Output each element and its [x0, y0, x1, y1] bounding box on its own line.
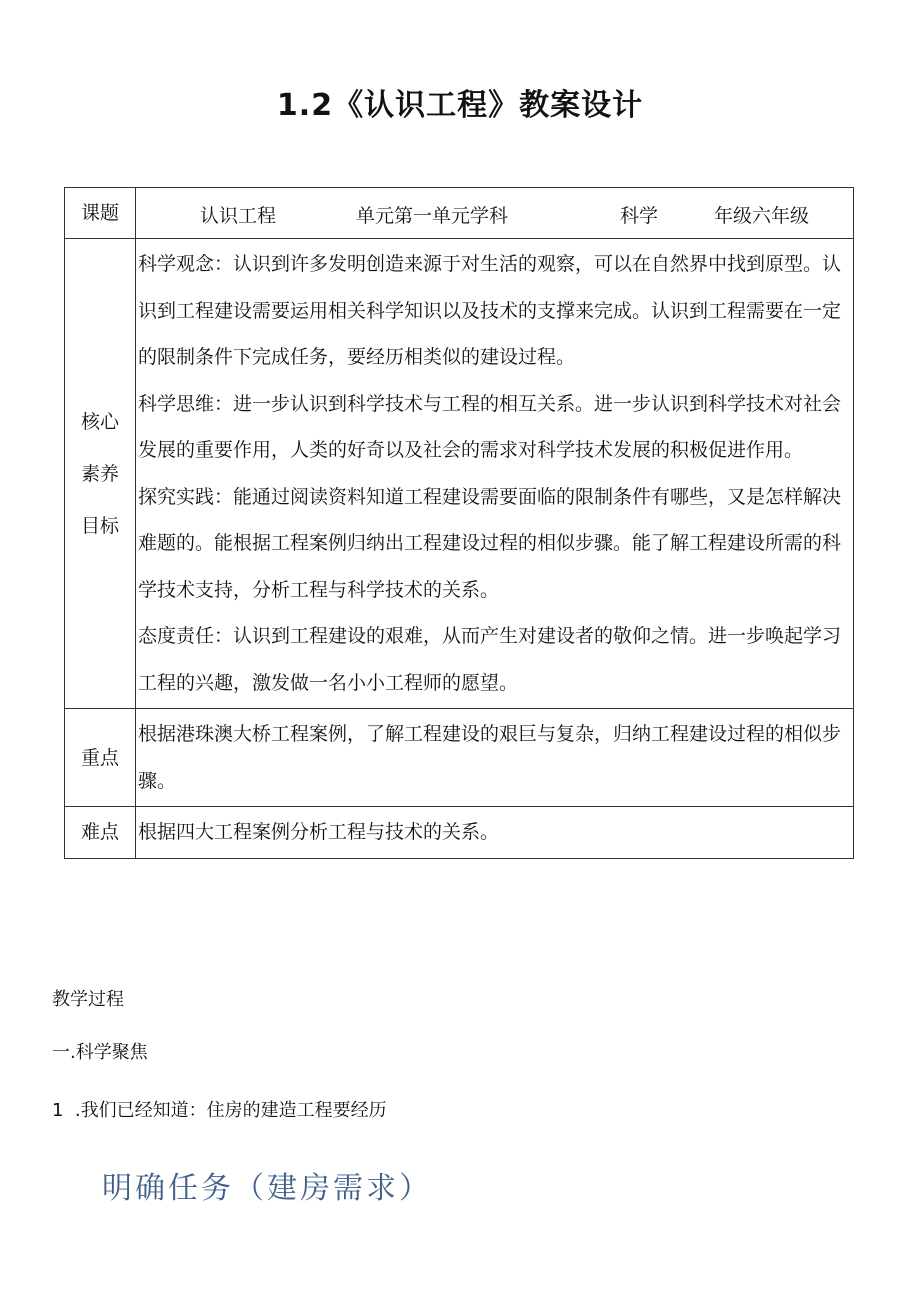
core-literacy-row	[65, 239, 854, 709]
topic-value: 认识工程	[200, 205, 277, 227]
topic-label: 课题	[65, 188, 136, 239]
science-concept-text: 科学观念：认识到许多发明创造来源于对生活的观察，可以在自然界中找到原型。认识到工程建设需要运用相关科学知识以及技术的支撑来完成。认识到工程需要在一定的限制条件下完成任务，要经历相类似的建设过程。	[138, 253, 842, 368]
page-title: 1.2《认识工程》教案设计	[276, 88, 644, 123]
core-literacy-label: 核心 素养 目标	[65, 239, 136, 709]
grade-value: 年级六年级	[714, 205, 810, 227]
lesson-plan-table	[64, 187, 854, 859]
header-row	[65, 188, 854, 239]
inquiry-practice-text: 探究实践：能通过阅读资料知道工程建设需要面临的限制条件有哪些，又是怎样解决难题的。能根据工程案例归纳出工程建设过程的相似步骤。能了解工程建设所需的科学技术支持，分析工程与科学技术的关系。	[138, 485, 842, 601]
header-info-cell	[136, 188, 854, 239]
core-literacy-content	[136, 239, 854, 709]
difficulty-text: 根据四大工程案例分析工程与技术的关系。	[136, 807, 854, 859]
key-point-text: 根据港珠澳大桥工程案例，了解工程建设的艰巨与复杂，归纳工程建设过程的相似步骤。	[136, 709, 854, 807]
difficulty-row	[65, 807, 854, 859]
science-thinking-text: 科学思维：进一步认识到科学技术与工程的相互关系。进一步认识到科学技术对社会发展的重要作用，人类的好奇以及社会的需求对科学技术发展的积极促进作用。	[138, 392, 842, 461]
section-science-focus: 一.科学聚焦	[52, 1042, 148, 1063]
unit-value: 单元第一单元学科	[356, 205, 509, 227]
difficulty-label: 难点	[65, 807, 136, 859]
handwritten-note: 明确任务（建房需求）	[102, 1171, 432, 1206]
subject-value: 科学	[620, 205, 659, 227]
list-item: 1 .我们已经知道：住房的建造工程要经历	[52, 1100, 387, 1121]
key-point-row	[65, 709, 854, 807]
process-heading: 教学过程	[52, 989, 124, 1010]
key-point-label: 重点	[65, 709, 136, 807]
attitude-responsibility-text: 态度责任：认识到工程建设的艰难，从而产生对建设者的敬仰之情。进一步唤起学习工程的兴趣，激发做一名小小工程师的愿望。	[138, 625, 842, 694]
